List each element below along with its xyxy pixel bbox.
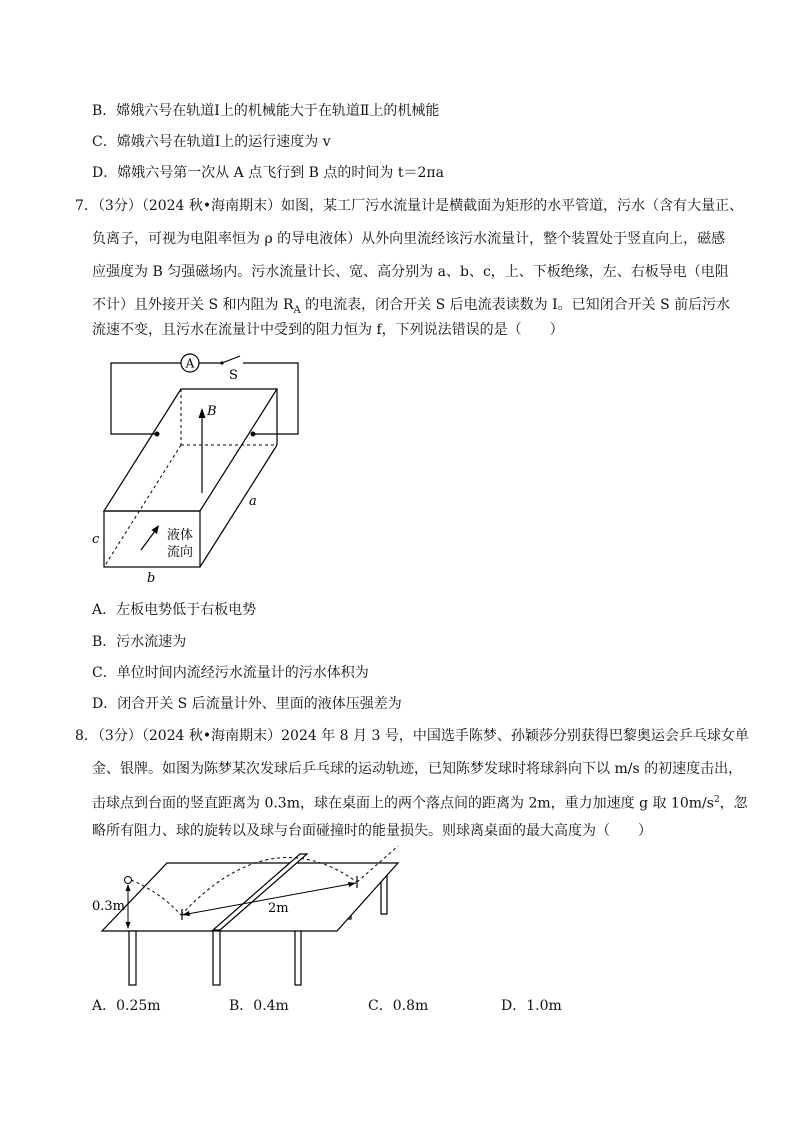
q8-stem-line-3-text-end: ，忽 [719, 795, 748, 812]
flow-label-1: 液体 [167, 528, 194, 543]
q8-option-b: B．0.4m [229, 998, 289, 1014]
switch-contact [220, 361, 223, 364]
ammeter-label: A [185, 356, 195, 371]
table-mid-leg [295, 930, 301, 985]
table-front-leg-center [213, 931, 220, 985]
table-front-leg-left [129, 931, 136, 985]
q7-stem-line-1: 7．（3分）（2024 秋•海南期末）如图，某工厂污水流量计是横截面为矩形的水平管道，污水（含有大量正、 [75, 198, 744, 214]
q8-stem-line-3-text: 击球点到台面的竖直距离为 0.3m，球在桌面上的两个落点间的距离为 2m，重力加速度 g 取 10m/s [92, 795, 714, 812]
q6-option-c: C．嫦娥六号在轨道Ⅰ上的运行速度为 v [92, 134, 331, 150]
height-label: 0.3m [92, 899, 126, 914]
q8-stem-line-1: 8．（3分）（2024 秋•海南期末）2024 年 8 月 3 号，中国选手陈梦、孙颖莎分别获得巴黎奥运会乒乓球女单 [75, 728, 749, 744]
dim-a-label: a [249, 494, 257, 509]
q6-option-b: B．嫦娥六号在轨道Ⅰ上的机械能大于在轨道Ⅱ上的机械能 [92, 103, 440, 119]
q7-option-a: A．左板电势低于右板电势 [92, 602, 257, 618]
q7-stem-line-2: 负离子，可视为电阻率恒为 ρ 的导电液体）从外向里流经该污水流量计，整个装置处于竖直向上，磁感 [92, 231, 726, 247]
box-top-face [104, 389, 277, 511]
q7-option-b: B．污水流速为 [92, 634, 187, 650]
switch-label: S [229, 368, 238, 383]
box-right-bottom-edge [200, 445, 277, 567]
q7-stem-line-4-text-end: 的电流表，闭合开关 S 后电流表读数为 I。已知闭合开关 S 前后污水 [300, 297, 731, 313]
q7-option-d: D．闭合开关 S 后流量计外、里面的液体压强差为 [92, 696, 402, 712]
q8-option-a: A．0.25m [92, 998, 161, 1014]
q6-option-d: D．嫦娥六号第一次从 A 点飞行到 B 点的时间为 t＝2πa [92, 165, 444, 181]
q7-stem-line-4 [92, 296, 730, 320]
field-label: B [207, 404, 217, 419]
right-plate-terminal [251, 432, 256, 437]
q7-option-c: C．单位时间内流经污水流量计的污水体积为 [92, 665, 369, 681]
circuit-wire-left [111, 363, 181, 434]
flow-arrowhead [152, 525, 160, 534]
q7-resistance-subscript: A [293, 304, 301, 316]
q8-stem-line-4: 略所有阻力、球的旋转以及球与台面碰撞时的能量损失。则球离桌面的最大高度为（ ） [92, 823, 652, 839]
q8-stem-line-3 [92, 791, 748, 813]
height-arrowhead-top [126, 884, 131, 891]
q7-flowmeter-figure [90, 348, 310, 583]
q8-option-d: D．1.0m [501, 998, 562, 1014]
q8-ping-pong-figure [90, 842, 410, 988]
left-plate-terminal [155, 432, 160, 437]
switch-blade [222, 356, 240, 363]
ping-pong-ball [125, 877, 132, 884]
q8-stem-line-2: 金、银牌。如图为陈梦某次发球后乒乓球的运动轨迹，已知陈梦发球时将球斜向下以 m/s 的初速度击出， [92, 761, 743, 777]
dim-c-label: c [92, 532, 100, 547]
q7-stem-line-5: 流速不变，且污水在流量计中受到的阻力恒为 f，下列说法错误的是（ ） [92, 322, 564, 338]
q8-unit-superscript: 2 [713, 795, 720, 805]
flow-arrow [141, 531, 155, 550]
flow-label-2: 流向 [167, 545, 194, 560]
q8-option-c: C．0.8m [368, 998, 429, 1014]
magnetic-field-arrowhead [199, 408, 206, 418]
distance-label: 2m [268, 901, 289, 916]
dim-b-label: b [147, 571, 156, 583]
q7-stem-line-4-text: 不计）且外接开关 S 和内阻为 R [92, 297, 294, 313]
q7-stem-line-3: 应强度为 B 匀强磁场内。污水流量计长、宽、高分别为 a、b、c，上、下板绝缘，左、右板导电（电阻 [92, 264, 729, 280]
